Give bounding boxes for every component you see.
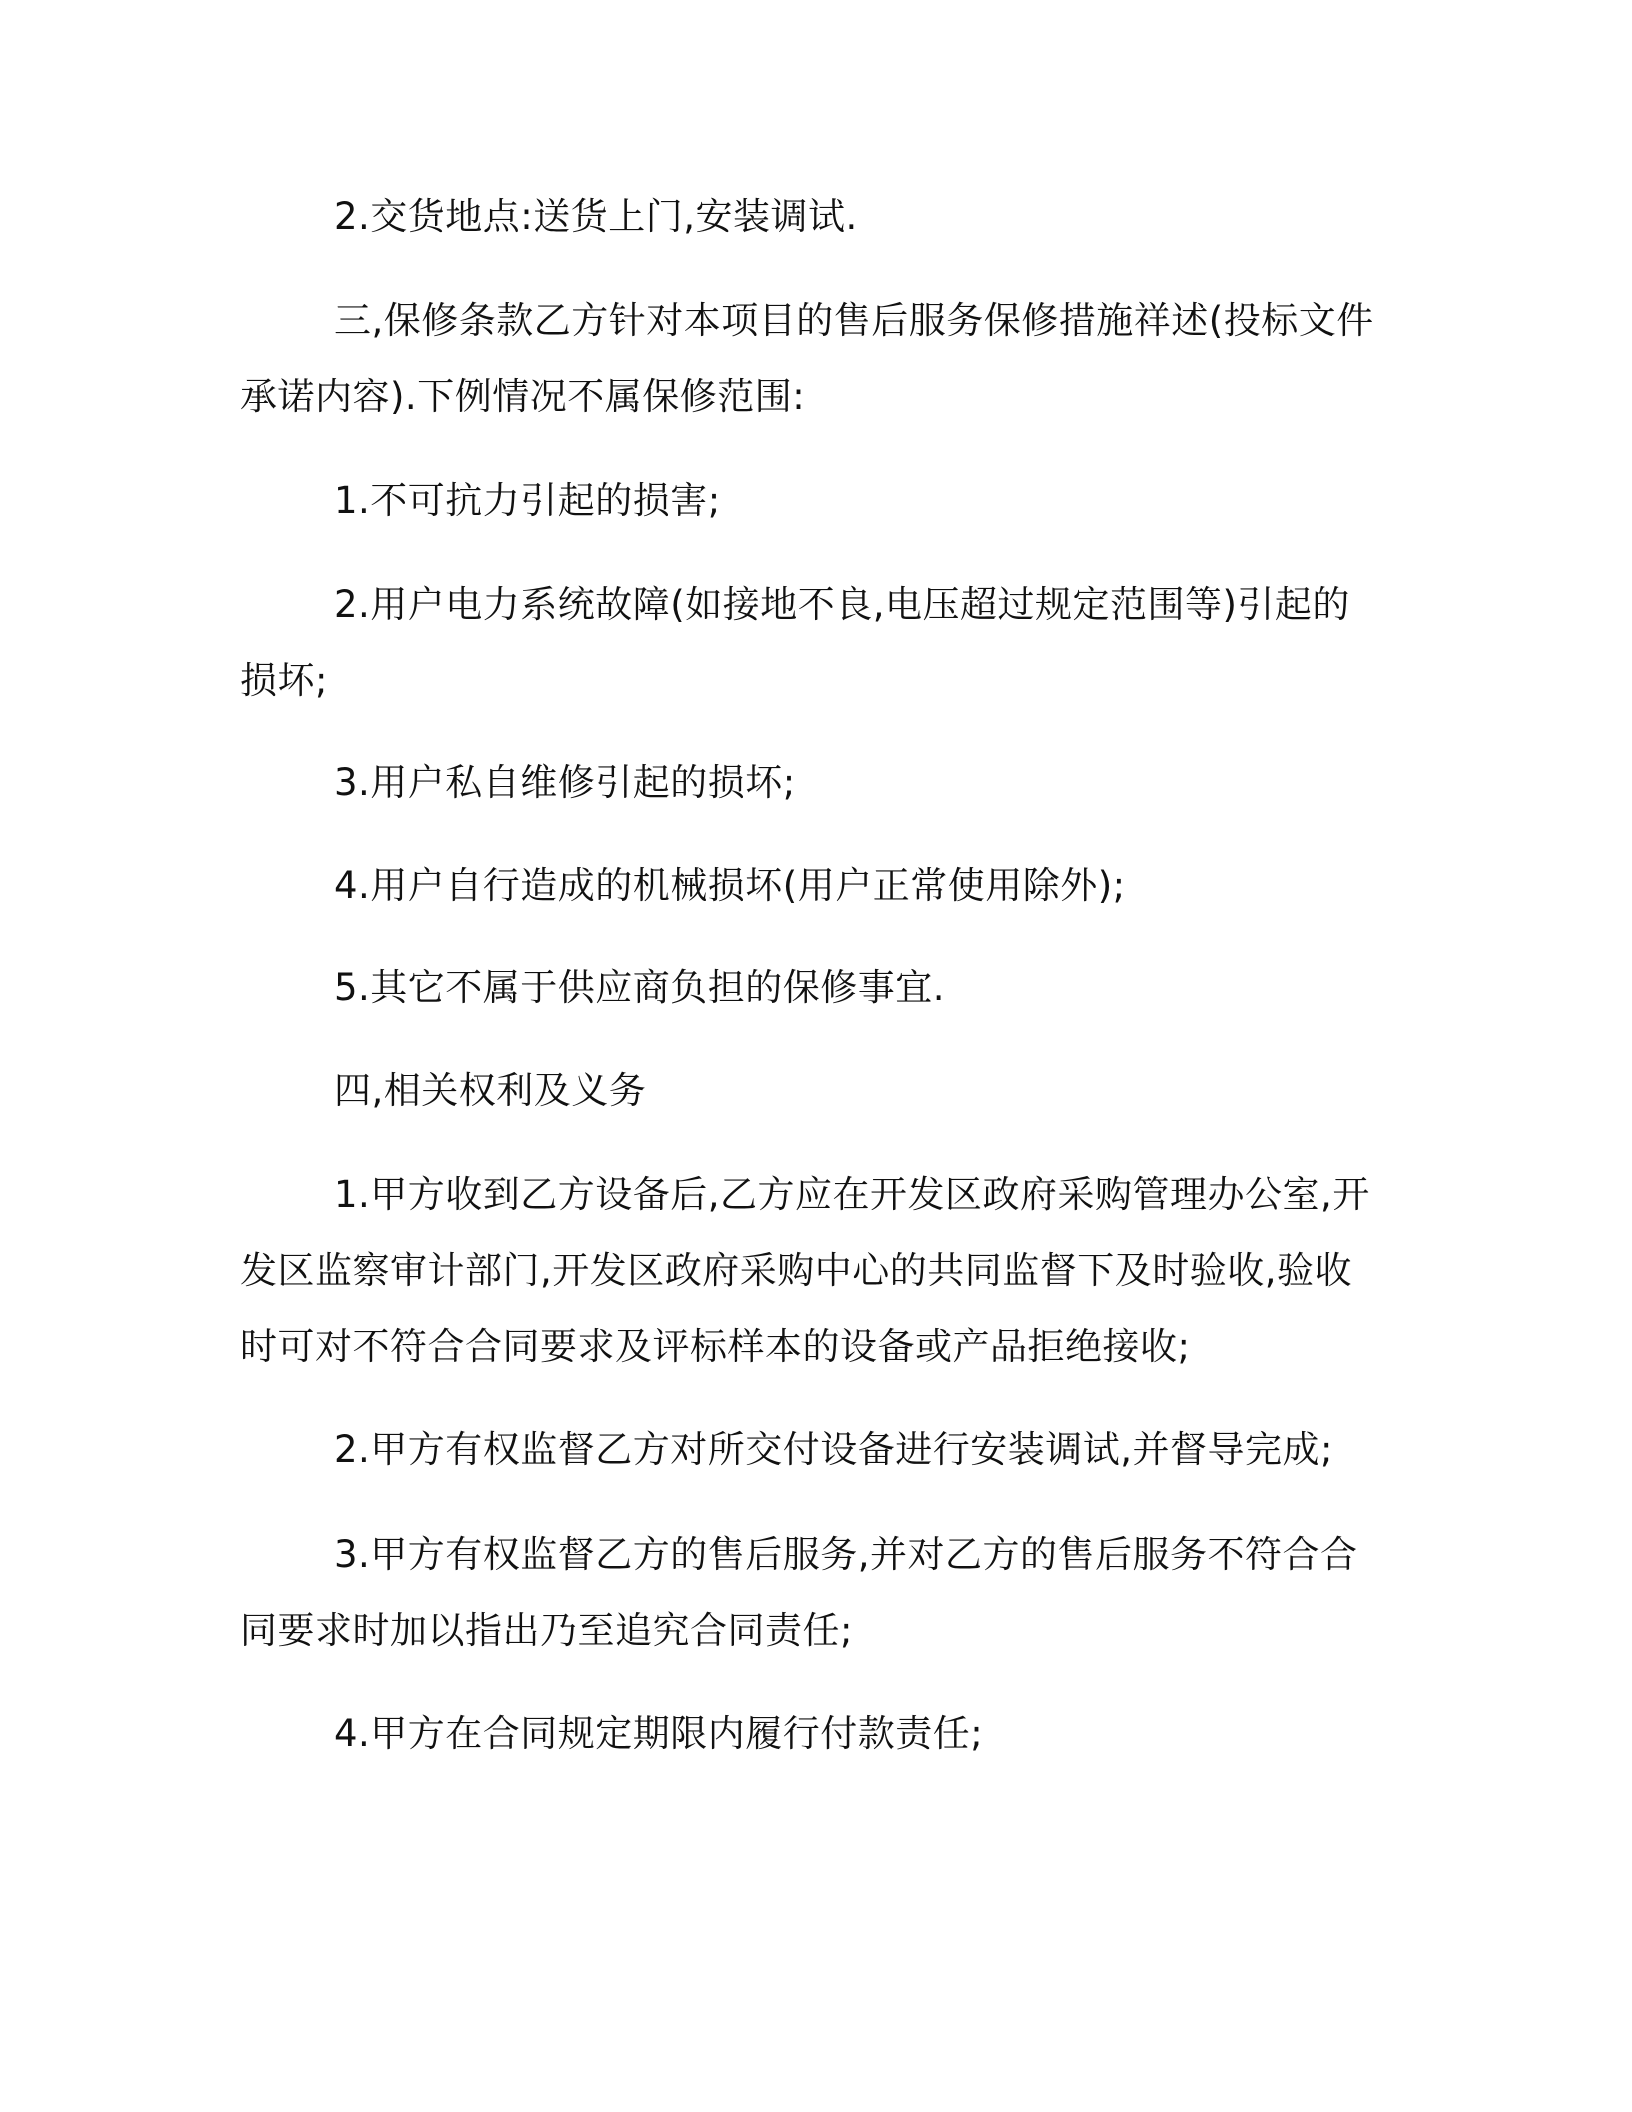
paragraph-delivery-location: 2.交货地点:送货上门,安装调试. <box>334 195 858 238</box>
paragraph-exclusion-1: 1.不可抗力引起的损害; <box>334 479 721 522</box>
paragraph-right-3: 3.甲方有权监督乙方的售后服务,并对乙方的售后服务不符合合同要求时加以指出乃至追究合同责任; <box>240 1533 1358 1652</box>
paragraph-exclusion-5: 5.其它不属于供应商负担的保修事宜. <box>334 966 946 1009</box>
section-heading-rights: 四,相关权利及义务 <box>334 1069 647 1112</box>
paragraph-exclusion-2: 2.用户电力系统故障(如接地不良,电压超过规定范围等)引起的损坏; <box>240 583 1350 702</box>
paragraph-right-1: 1.甲方收到乙方设备后,乙方应在开发区政府采购管理办公室,开发区监察审计部门,开发区政府采购中心的共同监督下及时验收,验收时可对不符合合同要求及评标样本的设备或产品拒绝接收; <box>240 1173 1370 1368</box>
paragraph-right-2: 2.甲方有权监督乙方对所交付设备进行安装调试,并督导完成; <box>334 1428 1334 1471</box>
paragraph-exclusion-4: 4.用户自行造成的机械损坏(用户正常使用除外); <box>334 864 1126 907</box>
paragraph-right-4: 4.甲方在合同规定期限内履行付款责任; <box>334 1712 984 1755</box>
paragraph-warranty-terms: 三,保修条款乙方针对本项目的售后服务保修措施祥述(投标文件承诺内容).下例情况不属保修范围: <box>240 299 1374 418</box>
paragraph-exclusion-3: 3.用户私自维修引起的损坏; <box>334 761 796 804</box>
